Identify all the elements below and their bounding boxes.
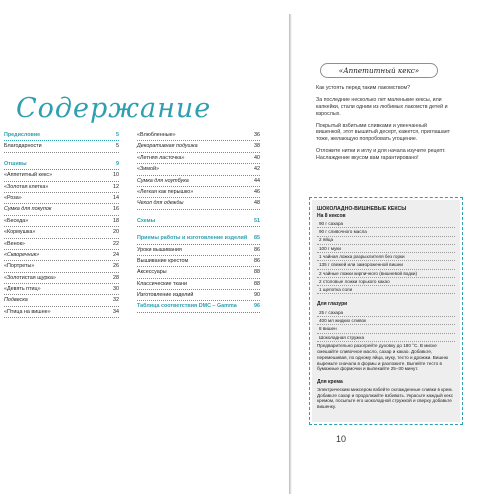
glaze-heading: Для глазури [317,301,348,308]
toc-entry [137,176,260,187]
toc-entry [137,290,260,301]
toc-entry-title: «Скворечник» [4,251,40,258]
recipe-banner: «Аппетитный кекс» [320,63,438,78]
ingredient-item: 90 г сахара [317,220,455,228]
toc-entry [4,170,119,181]
toc-entry [137,267,260,278]
recipe-box [309,197,463,425]
toc-column-left [4,130,119,318]
toc-entry-page: 16 [113,206,119,213]
ingredient-item: 90 г сливочного масла [317,228,455,236]
toc-entry [137,198,260,209]
toc-entry-title: Предисловие [4,131,41,138]
toc-entry-title: Классические ткани [137,280,187,287]
toc-entry-title: Подвеска [4,297,28,304]
toc-entry-title: «Золотая клетка» [4,183,49,190]
toc-entry-title: «Беседа» [4,217,29,224]
toc-entry [4,273,119,284]
toc-entry-title: «Птица на вишне» [4,308,51,315]
intro-paragraph: За последние несколько лет маленькие кексы, или капкейки, стали одним из любимых лакомств детей и взрослых. [316,96,448,117]
page-gutter [289,14,292,494]
toc-entry-title: Отшивы [4,160,27,167]
toc-entry-title: «Девять птиц» [4,286,41,293]
toc-entry [4,295,119,306]
toc-entry-page: 88 [254,269,260,276]
toc-title: Содержание [16,93,212,124]
toc-entry [4,284,119,295]
ingredient-item: 2 чайные ложки кирпичного (вишневой водки) [317,270,455,278]
toc-entry [137,233,260,244]
toc-entry-page: 12 [113,183,119,190]
toc-entry-title: Декоративная подушка [137,143,198,150]
toc-entry [137,256,260,267]
toc-entry-page: 34 [113,308,119,315]
toc-entry-page: 86 [254,246,260,253]
toc-entry [4,307,119,318]
intro-paragraph: Как устоять перед таким лакомством? [316,85,411,91]
toc-entry-title: Сумка для ноутбука [137,177,189,184]
ingredient-item: 135 г свежей или замороженной вишни [317,261,455,269]
toc-entry-page: 88 [254,280,260,287]
toc-entry-page: 22 [113,240,119,247]
ingredient-item: 25 г сахара [317,309,455,317]
toc-entry-page: 32 [113,297,119,304]
toc-entry-title: «Влюбленные» [137,131,176,138]
toc-entry-title: Уроки вышивания [137,246,182,253]
toc-entry-title: Таблица соответствия DMC – Gamma [137,303,237,310]
toc-entry [137,130,260,141]
toc-entry [137,279,260,290]
toc-entry-page: 51 [254,217,260,224]
ingredient-item: Шоколадная стружка [317,334,455,342]
toc-entry-title: Благодарности [4,143,42,150]
toc-entry [137,216,260,227]
toc-entry-title: «Легкая как перышко» [137,188,194,195]
toc-entry-title: Приемы работы и изготовление изделий [137,235,248,242]
recipe-method: Предварительно разогрейте духовку до 180 °С. В миске смешайте сливочное масло, сахар и какао. Добавьте, перемешивая, по одному яйца, муку, тесто и дрожжи. Вишню вырежьте сначала в формы и разложите. Выпейте тесто в бумажные формочки и выпекайте 25–30 минут. [317,342,449,372]
toc-entry-page: 28 [113,274,119,281]
toc-entry [4,227,119,238]
toc-entry-title: «Портреты» [4,263,35,270]
toc-entry-title: Сумка для покупок [4,206,52,213]
toc-entry-page: 26 [113,263,119,270]
toc-entry-page: 24 [113,251,119,258]
toc-entry-title: «Летняя ласточка» [137,154,185,161]
toc-entry-page: 90 [254,292,260,299]
toc-entry-page: 46 [254,188,260,195]
ingredient-item: 100 г муки [317,245,455,253]
toc-entry-title: «Зимой» [137,166,159,173]
toc-entry [137,141,260,152]
toc-entry-page: 18 [113,217,119,224]
toc-entry-page: 96 [254,303,260,310]
cream-method: Электрическим миксером взбейте охлажденные сливки в крем. Добавьте сахар и продолжайте взбивать. Украсьте каждый кекс кремом, посыпьте его шоколадной стружкой и сверху добавьте вишенку. [317,386,453,410]
ingredient-item: 400 мл жидких сливок [317,317,455,325]
recipe-intro [316,85,454,167]
ingredient-list [317,220,455,294]
toc-entry-page: 40 [254,154,260,161]
glaze-ingredient-list [317,309,455,342]
toc-entry [4,261,119,272]
toc-entry-page: 44 [254,177,260,184]
toc-entry [4,204,119,215]
intro-paragraph: Покрытый взбитыми сливками и увенчанный вишенкой, этот вышитый десерт, кажется, приглашает тоже, желающую попробовать угощение. [316,122,451,143]
toc-entry-page: 30 [113,286,119,293]
toc-entry [137,187,260,198]
toc-entry-page: 14 [113,194,119,201]
toc-entry-title: «Золотистая щурка» [4,274,56,281]
toc-entry [4,216,119,227]
recipe-box-inner [312,200,460,422]
toc-entry [4,239,119,250]
ingredient-item: 2 столовые ложки горького какао [317,278,455,286]
toc-entry-title: Аксессуары [137,269,167,276]
intro-paragraph: Отложите нитки и иглу и для начала изучите рецепт. Наслаждение вкусом вам гарантировано! [316,148,446,161]
toc-entry-title: «Аппетитный кекс» [4,172,53,179]
toc-entry [4,141,119,152]
toc-entry-page: 9 [116,160,119,167]
toc-entry [137,245,260,256]
cream-heading: Для крема [317,379,343,386]
toc-entry-title: Изготовление изделий [137,292,194,299]
toc-entry-title: Чехол для одежды [137,200,184,207]
toc-entry-page: 86 [254,257,260,264]
toc-entry-title: «Венок» [4,240,25,247]
toc-entry-page: 20 [113,229,119,236]
toc-entry-title: «Роза» [4,194,22,201]
toc-entry [4,130,119,141]
toc-entry [4,182,119,193]
ingredient-item: 8 вишен [317,325,455,333]
toc-entry [4,159,119,170]
toc-entry [4,250,119,261]
toc-entry [137,301,260,312]
toc-entry-page: 10 [113,172,119,179]
toc-entry-page: 42 [254,166,260,173]
toc-entry-page: 38 [254,143,260,150]
toc-entry-page: 85 [254,235,260,242]
toc-entry-title: Вышивание крестом [137,257,189,264]
recipe-servings: На 8 кексов [317,212,346,219]
ingredient-item: 2 яйца [317,237,455,245]
toc-entry-title: «Кормушка» [4,229,36,236]
toc-entry [137,164,260,175]
toc-entry [137,153,260,164]
toc-entry [4,193,119,204]
recipe-title: ШОКОЛАДНО-ВИШНЕВЫЕ КЕКСЫ [317,206,407,212]
toc-entry-page: 36 [254,131,260,138]
toc-entry-title: Схемы [137,217,156,224]
page-number: 10 [336,434,347,444]
toc-entry-page: 48 [254,200,260,207]
toc-entry-page: 5 [116,143,119,150]
toc-column-right [137,130,260,313]
ingredient-item: 1 щепотка соли [317,286,455,294]
toc-entry-page: 5 [116,131,119,138]
ingredient-item: 1 чайная ложка разрыхлителя без горки [317,253,455,261]
